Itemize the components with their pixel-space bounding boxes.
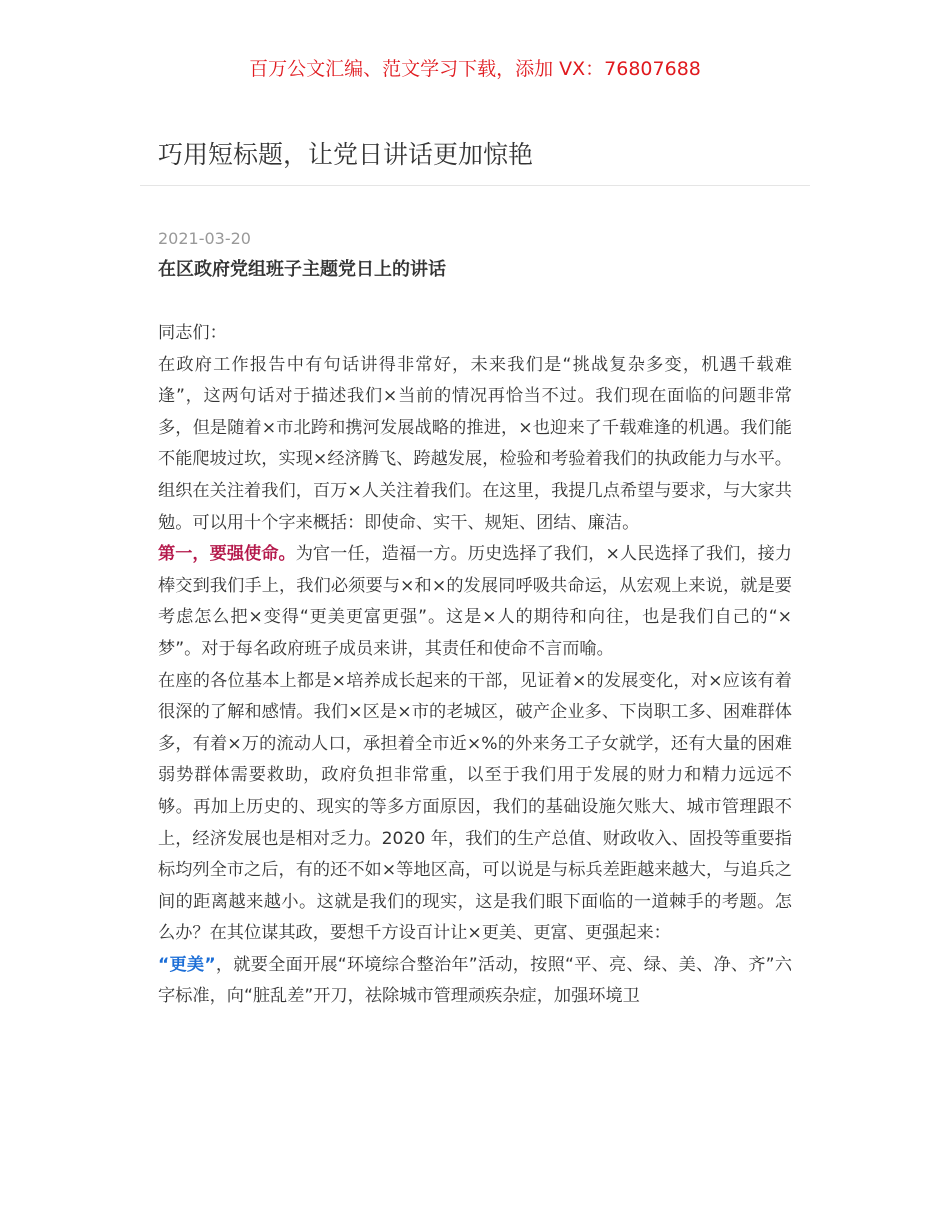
body-paragraph-4 xyxy=(158,950,792,1013)
article-body xyxy=(158,318,792,1013)
body-paragraph-2-text: 为官一任，造福一方。历史选择了我们，×人民选择了我们，接力棒交到我们手上，我们必须要与×和×的发展同呼吸共命运，从宏观上来说，就是要考虑怎么把×变得“更美更富更强”。这是×人的期待和向往，也是我们自己的“×梦”。对于每名政府班子成员来讲，其责任和使命不言而喻。 xyxy=(158,544,792,659)
speech-subtitle: 在区政府党组班子主题党日上的讲话 xyxy=(158,259,446,280)
greeting-paragraph: 同志们： xyxy=(158,323,227,343)
section-heading-mission: 第一，要强使命。 xyxy=(158,544,296,565)
body-paragraph-4-text: ，就要全面开展“环境综合整治年”活动，按照“平、亮、绿、美、净、齐”六字标准，向“脏乱差”开刀，祛除城市管理顽疾杂症，加强环境卫 xyxy=(158,954,793,1007)
body-paragraph-1: 在政府工作报告中有句话讲得非常好，未来我们是“挑战复杂多变，机遇千载难逢”，这两句话对于描述我们×当前的情况再恰当不过。我们现在面临的问题非常多，但是随着×市北跨和携河发展战略的推进，×也迎来了千载难逢的机遇。我们能不能爬坡过坎，实现×经济腾飞、跨越发展，检验和考验着我们的执政能力与水平。组织在关注着我们，百万×人关注着我们。在这里，我提几点希望与要求，与大家共勉。可以用十个字来概括：即使命、实干、规矩、团结、廉洁。 xyxy=(158,354,792,533)
promo-banner: 百万公文汇编、范文学习下载，添加 VX：76807688 xyxy=(249,58,701,80)
title-divider xyxy=(140,185,810,186)
publish-date: 2021-03-20 xyxy=(158,229,251,248)
body-paragraph-2 xyxy=(158,539,792,665)
keyword-more-beautiful: “更美” xyxy=(158,954,216,975)
page-title: 巧用短标题，让党日讲话更加惊艳 xyxy=(158,140,534,169)
body-paragraph-3: 在座的各位基本上都是×培养成长起来的干部，见证着×的发展变化，对×应该有着很深的了解和感情。我们×区是×市的老城区，破产企业多、下岗职工多、困难群体多，有着×万的流动人口，承担着全市近×%的外来务工子女就学，还有大量的困难弱势群体需要救助，政府负担非常重，以至于我们用于发展的财力和精力远远不够。再加上历史的、现实的等多方面原因，我们的基础设施欠账大、城市管理跟不上，经济发展也是相对乏力。2020 年，我们的生产总值、财政收入、固投等重要指标均列全市之后，有的还不如×等地区高，可以说是与标兵差距越来越大，与追兵之间的距离越来越小。这就是我们的现实，这是我们眼下面临的一道棘手的考题。怎么办？在其位谋其政，要想千方设百计让×更美、更富、更强起来： xyxy=(158,670,792,944)
